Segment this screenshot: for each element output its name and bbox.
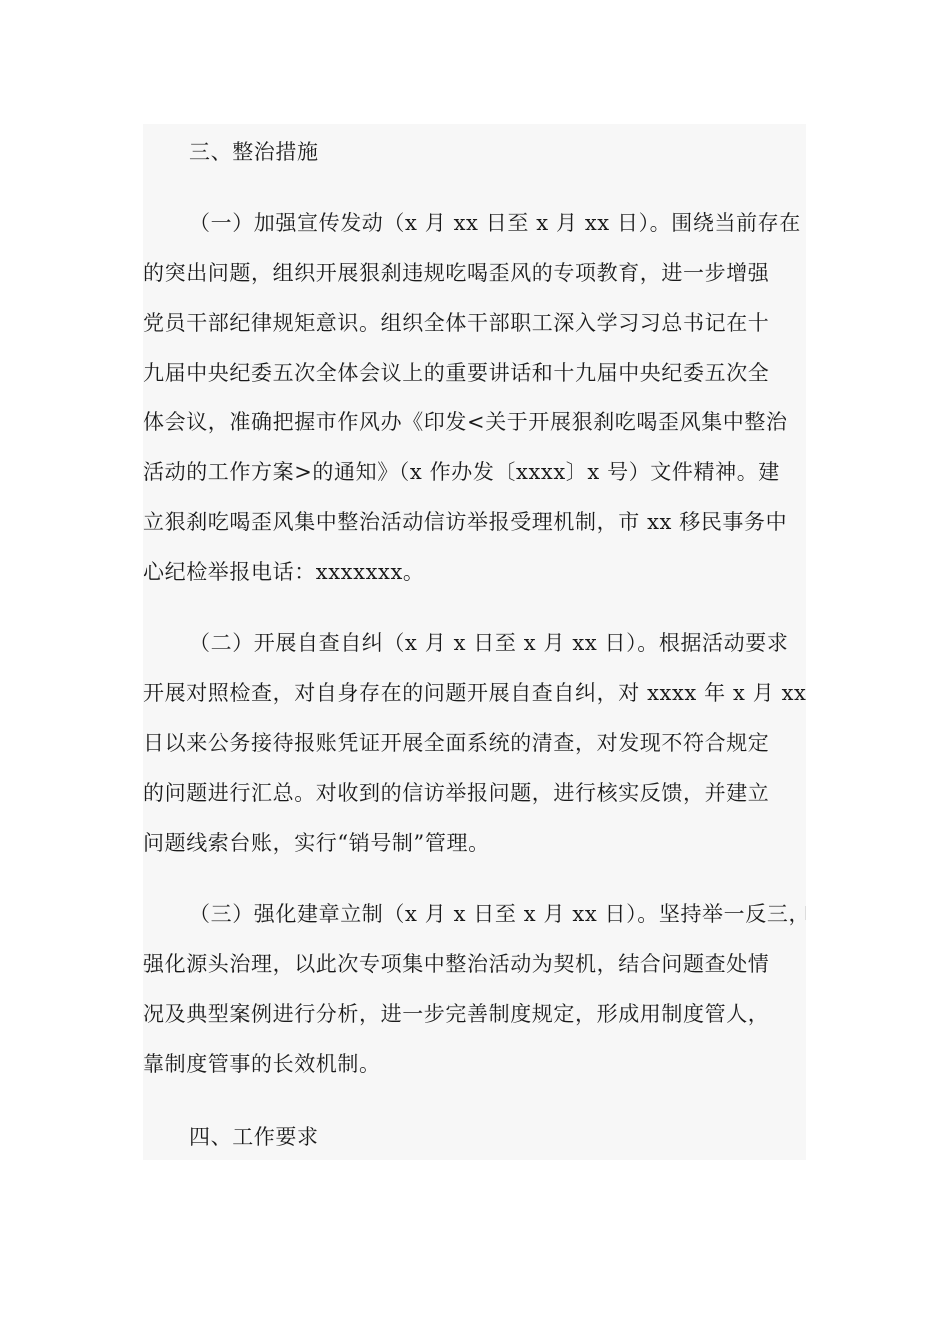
paragraph-line: 活动的工作方案>的通知》（x 作办发〔xxxx〕x 号）文件精神。建	[143, 460, 780, 484]
paragraph-line: 的问题进行汇总。对收到的信访举报问题，进行核实反馈，并建立	[143, 781, 770, 805]
document-text-block	[143, 124, 811, 1160]
paragraph-line: 问题线索台账，实行“销号制”管理。	[143, 831, 490, 855]
paragraph-line: 九届中央纪委五次全体会议上的重要讲话和十九届中央纪委五次全	[143, 361, 770, 385]
paragraph-line: （一）加强宣传发动（x 月 xx 日至 x 月 xx 日）。围绕当前存在	[189, 211, 801, 235]
paragraph-line: 开展对照检查，对自身存在的问题开展自查自纠，对 xxxx 年 x 月 xx	[143, 681, 807, 705]
paragraph-line: 靠制度管事的长效机制。	[143, 1052, 381, 1076]
section-heading-measures: 三、整治措施	[189, 140, 319, 164]
paragraph-line: （三）强化建章立制（x 月 x 日至 x 月 xx 日）。坚持举一反三，	[189, 902, 811, 926]
paragraph-line: （二）开展自查自纠（x 月 x 日至 x 月 xx 日）。根据活动要求	[189, 631, 789, 655]
paragraph-line: 心纪检举报电话：xxxxxxx。	[143, 560, 425, 584]
paragraph-line: 党员干部纪律规矩意识。组织全体干部职工深入学习习总书记在十	[143, 311, 770, 335]
paragraph-line: 况及典型案例进行分析，进一步完善制度规定，形成用制度管人，	[143, 1002, 770, 1026]
paragraph-line: 强化源头治理，以此次专项集中整治活动为契机，结合问题查处情	[143, 952, 770, 976]
paragraph-line: 日以来公务接待报账凭证开展全面系统的清查，对发现不符合规定	[143, 731, 770, 755]
section-heading-requirements: 四、工作要求	[189, 1125, 319, 1149]
paragraph-line: 的突出问题，组织开展狠刹违规吃喝歪风的专项教育，进一步增强	[143, 261, 770, 285]
edge-divider	[805, 906, 810, 920]
paragraph-line: 立狠刹吃喝歪风集中整治活动信访举报受理机制，市 xx 移民事务中	[143, 510, 788, 534]
paragraph-line: 体会议，准确把握市作风办《印发<关于开展狠刹吃喝歪风集中整治	[143, 410, 788, 434]
